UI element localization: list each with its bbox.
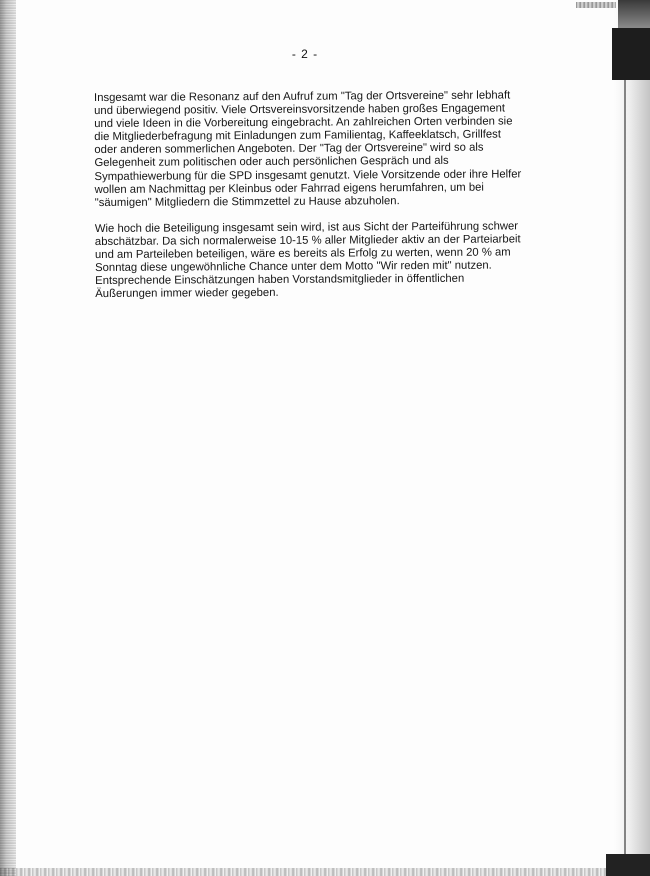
scan-mark-top xyxy=(576,2,616,8)
text-line: Äußerungen immer wieder gegeben. xyxy=(95,287,279,301)
text-line: Gelegenheit zum politischen oder auch persönlichen Gespräch und als xyxy=(94,155,449,170)
text-line: und viele Ideen in die Vorbereitung eingebracht. An zahlreichen Orten verbinden sie xyxy=(94,115,513,131)
text-line: und am Parteileben beteiligen, wäre es bereits als Erfolg zu werten, wenn 20 % am xyxy=(94,246,511,262)
scan-corner-bottom-right xyxy=(606,854,650,876)
scan-block-right xyxy=(612,28,650,80)
body-text xyxy=(94,89,535,301)
text-line: Sympathiewerbung für die SPD insgesamt genutzt. Viele Vorsitzende oder ihre Helfer xyxy=(94,167,522,183)
text-line: wollen am Nachmittag per Kleinbus oder Fahrrad eigens herumfahren, um bei xyxy=(94,181,484,196)
text-line: Insgesamt war die Resonanz auf den Aufruf zum "Tag der Ortsvereine" sehr lebhaft xyxy=(94,89,511,104)
text-line: oder anderen sommerlichen Angeboten. Der "Tag der Ortsvereine" wird so als xyxy=(94,141,484,157)
text-line: "säumigen" Mitgliedern die Stimmzettel zu Hause abzuholen. xyxy=(94,194,400,209)
text-line: Wie hoch die Beteiligung insgesamt sein wird, ist aus Sicht der Parteiführung schwer xyxy=(94,220,519,235)
text-line: und überwiegend positiv. Viele Ortsvereinsvorsitzende haben großes Engagement xyxy=(94,102,506,118)
scan-edge-left xyxy=(0,0,16,876)
paragraph-participation xyxy=(95,220,535,301)
text-line: Entsprechende Einschätzungen haben Vorstandsmitglieder in öffentlichen xyxy=(95,272,465,288)
paragraph-resonance xyxy=(94,89,535,210)
page-number: - 2 - xyxy=(291,47,319,61)
scan-corner-top-right xyxy=(618,0,650,28)
scan-edge-line xyxy=(624,0,626,876)
scan-edge-bottom xyxy=(0,868,650,876)
text-line: abschätzbar. Da sich normalerweise 10-15 % aller Mitglieder aktiv an der Parteiarbeit xyxy=(94,233,521,248)
text-line: die Mitgliederbefragung mit Einladungen zum Familientag, Kaffeeklatsch, Grillfest xyxy=(94,128,502,144)
text-line: Sonntag diese ungewöhnliche Chance unter dem Motto "Wir reden mit" nutzen. xyxy=(95,259,492,275)
scan-edge-right xyxy=(614,0,650,876)
